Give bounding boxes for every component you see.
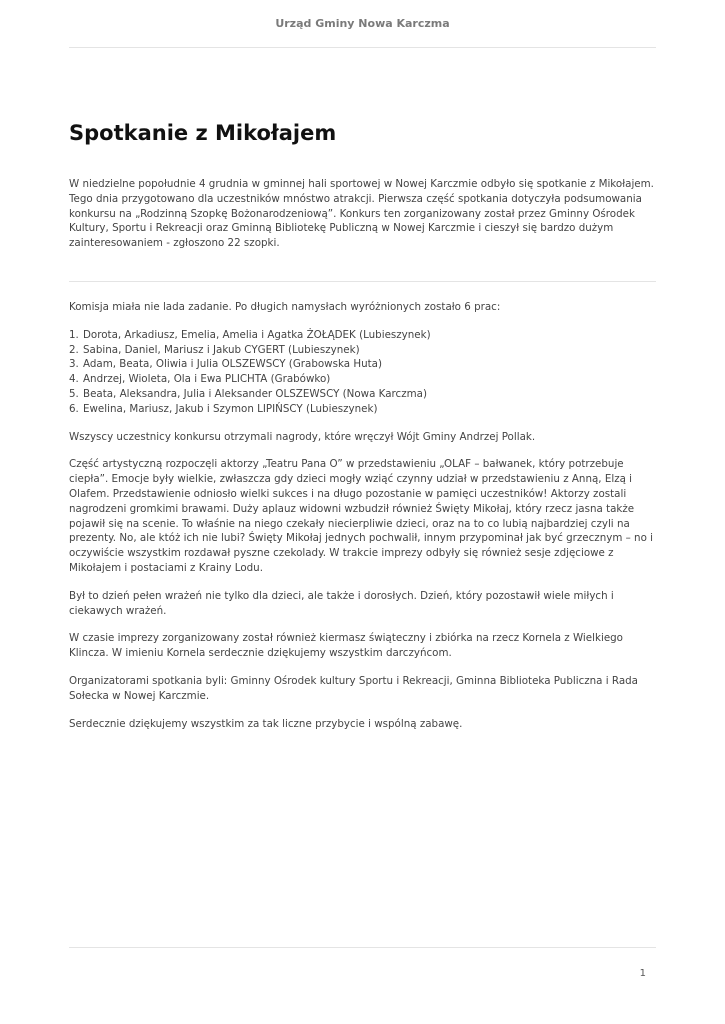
list-item-text: Sabina, Daniel, Mariusz i Jakub CYGERT (Lubieszynek)	[83, 343, 360, 356]
article-body	[69, 300, 659, 744]
site-name: Urząd Gminy Nowa Karczma	[275, 17, 450, 30]
list-item-number: 2.	[69, 343, 79, 356]
performance-paragraph: Część artystyczną rozpoczęli aktorzy „Teatru Pana O” w przedstawieniu „OLAF – bałwanek, który potrzebuje ciepła”. Emocje były wielkie, zwłaszcza gdy dzieci mogły wziąć czynny udział w przedstawieniu z Anną, Elzą i Olafem. Przedstawienie odniosło wielki sukces i na długo pozostanie w pamięci uczestników! Aktorzy zostali nagrodzeni gromkimi brawami. Duży aplauz widowni wzbudził również Święty Mikołaj, który rzecz jasna także pojawił się na scenie. To właśnie na niego czekały niecierpliwie dzieci, oraz na to co lubią najbardziej czyli na prezenty. No, ale któż ich nie lubi? Święty Mikołaj jednych pochwalił, innym przypominał jak być grzecznym – no i oczywiście wszystkim rozdawał pyszne czekolady. W trakcie imprezy odbyły się również sesje zdjęciowe z Mikołajem i postaciami z Krainy Lodu.	[69, 458, 654, 574]
list-item-text: Beata, Aleksandra, Julia i Aleksander OLSZEWSCY (Nowa Karczma)	[83, 387, 427, 400]
list-item-number: 4.	[69, 373, 79, 386]
prizes-paragraph: Wszyscy uczestnicy konkursu otrzymali nagrody, które wręczył Wójt Gminy Andrzej Pollak.	[69, 430, 536, 443]
list-item-number: 1.	[69, 328, 79, 341]
list-item-text: Ewelina, Mariusz, Jakub i Szymon LIPIŃSCY (Lubieszynek)	[83, 402, 378, 415]
list-item	[69, 357, 659, 372]
organizers-paragraph: Organizatorami spotkania byli: Gminny Ośrodek kultury Sportu i Rekreacji, Gminna Biblioteka Publiczna i Rada Sołecka w Nowej Karczmie.	[69, 674, 638, 702]
section-divider	[69, 281, 656, 282]
list-item-text: Dorota, Arkadiusz, Emelia, Amelia i Agatka ŻOŁĄDEK (Lubieszynek)	[83, 328, 431, 341]
list-item-number: 3.	[69, 358, 79, 371]
page-number: 1	[639, 968, 646, 979]
commission-paragraph: Komisja miała nie lada zadanie. Po długich namysłach wyróżnionych zostało 6 prac:	[69, 301, 501, 313]
impressions-paragraph: Był to dzień pełen wrażeń nie tylko dla dzieci, ale także i dorosłych. Dzień, który pozostawił wiele miłych i ciekawych wrażeń.	[69, 589, 614, 617]
intro-paragraph: W niedzielne popołudnie 4 grudnia w gminnej hali sportowej w Nowej Karczmie odbyło się spotkanie z Mikołajem. Tego dnia przygotowano dla uczestników mnóstwo atrakcji. Pierwsza część spotkania dotyczyła podsumowania konkursu na „Rodzinną Szopkę Bożonarodzeniową”. Konkurs ten zorganizowany został przez Gminny Ośrodek Kultury, Sportu i Rekreacji oraz Gminną Bibliotekę Publiczną w Nowej Karczmie i cieszył się bardzo dużym zainteresowaniem - zgłoszono 22 szopki.	[69, 178, 654, 250]
list-item-number: 5.	[69, 387, 79, 400]
article-intro	[69, 177, 659, 251]
list-item	[69, 402, 659, 417]
charity-paragraph: W czasie imprezy zorganizowany został również kiermasz świąteczny i zbiórka na rzecz Kornela z Wielkiego Klincza. W imieniu Kornela serdecznie dziękujemy wszystkim darczyńcom.	[69, 632, 623, 660]
list-item	[69, 343, 659, 358]
list-item-text: Andrzej, Wioleta, Ola i Ewa PLICHTA (Grabówko)	[83, 373, 331, 386]
list-item-text: Adam, Beata, Oliwia i Julia OLSZEWSCY (Grabowska Huta)	[83, 358, 382, 371]
award-list	[69, 328, 659, 417]
list-item	[69, 328, 659, 343]
list-item-number: 6.	[69, 402, 79, 415]
footer-divider	[69, 947, 656, 948]
list-item	[69, 387, 659, 402]
list-item	[69, 372, 659, 387]
thanks-paragraph: Serdecznie dziękujemy wszystkim za tak liczne przybycie i wspólną zabawę.	[69, 717, 463, 730]
page-title: Spotkanie z Mikołajem	[69, 121, 337, 145]
header-divider	[69, 47, 656, 48]
